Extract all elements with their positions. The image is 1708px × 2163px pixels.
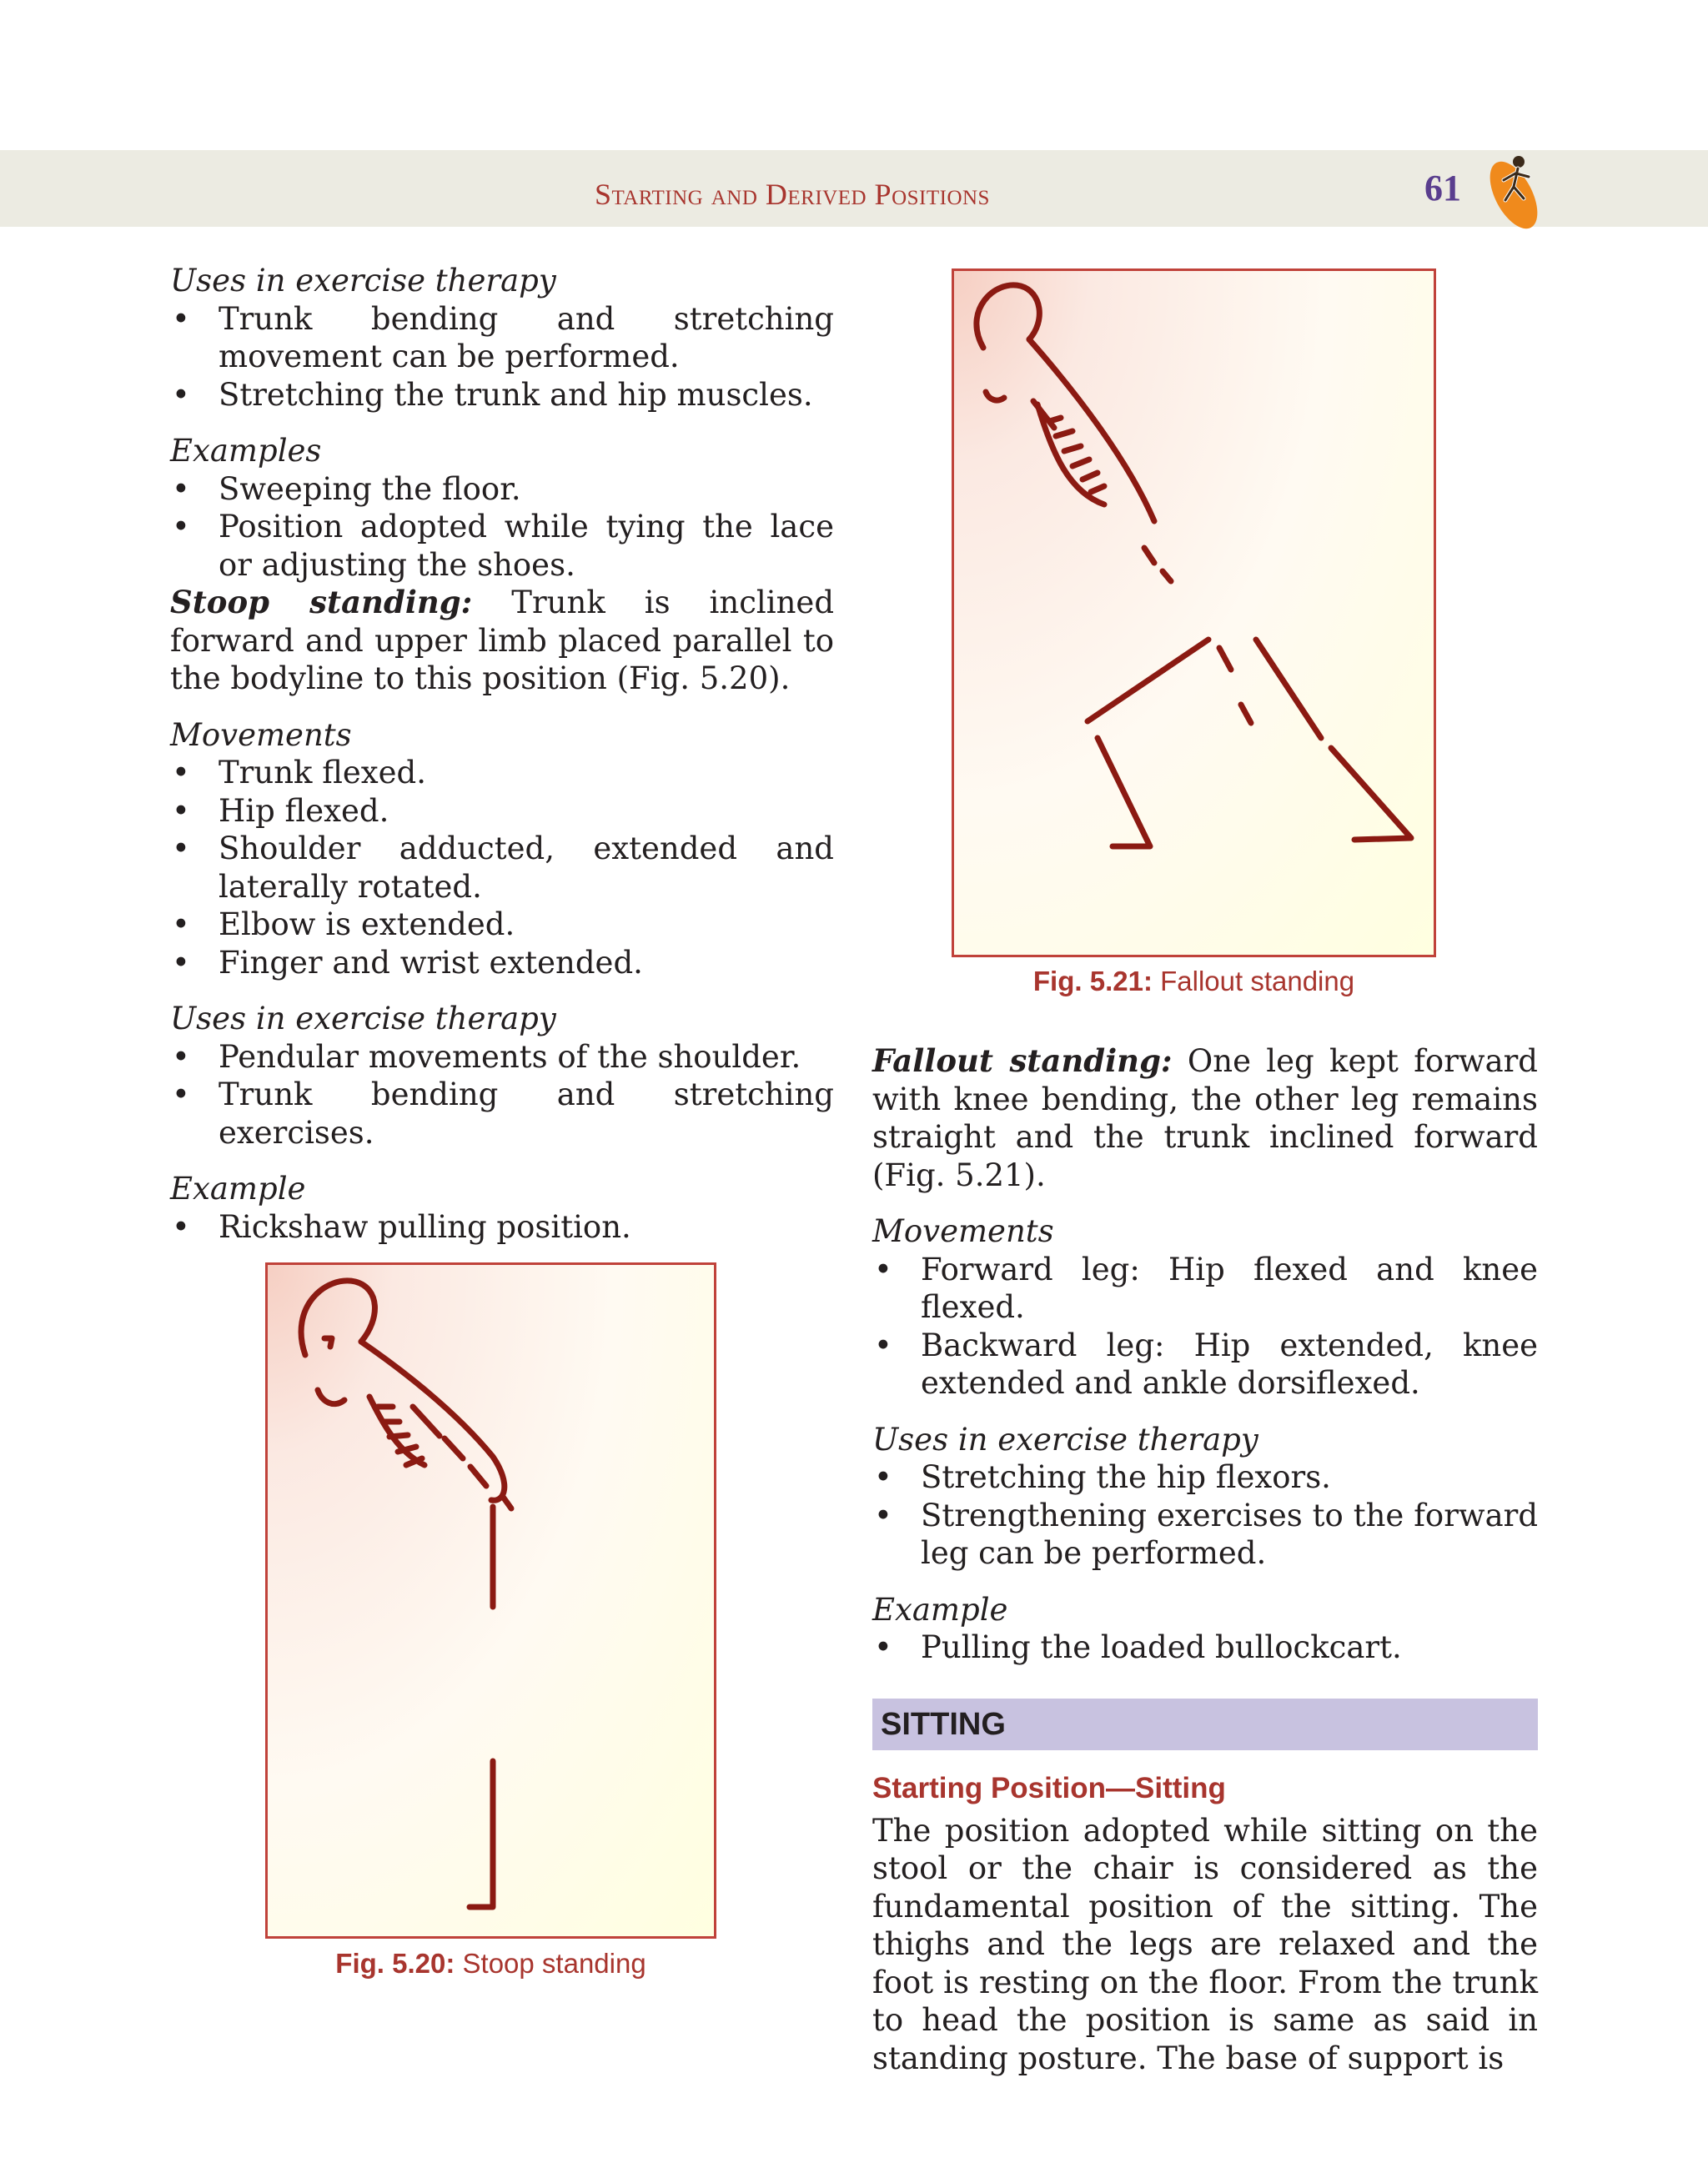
list-item: • Trunk bending and stretching movement can be performed. <box>170 300 834 376</box>
stoop-standing-paragraph <box>170 584 834 698</box>
movements-heading: Movements <box>170 716 352 753</box>
fallout-standing-text: One leg kept forward with knee bending, the other leg remains straight and the trunk inclined forward (Fig. 5.21). <box>872 1043 1538 1193</box>
list-item: • Hip flexed. <box>170 792 834 831</box>
runner-logo-icon <box>1480 148 1544 232</box>
figure-caption-text: Fallout standing <box>1160 966 1355 996</box>
list-item: • Stretching the hip flexors. <box>872 1458 1538 1497</box>
list-item: • Stretching the trunk and hip muscles. <box>170 376 834 414</box>
list-item: • Sweeping the floor. <box>170 470 834 509</box>
subsection-heading: Starting Position—Sitting <box>872 1771 1226 1804</box>
stoop-standing-illustration <box>268 1265 714 1936</box>
fallout-standing-term: Fallout standing: <box>872 1042 1173 1079</box>
uses-list <box>170 1038 834 1152</box>
list-item: • Backward leg: Hip extended, knee extended and ankle dorsiflexed. <box>872 1327 1538 1403</box>
figure-fallout-standing <box>952 268 1436 957</box>
example-list <box>170 1208 834 1247</box>
figure-label: Fig. 5.21: <box>1032 966 1153 996</box>
stoop-standing-text: Trunk is inclined forward and upper limb placed parallel to the bodyline to this position (Fig. 5.20). <box>170 585 835 696</box>
list-item: • Pulling the loaded bullockcart. <box>872 1629 1538 1667</box>
list-item: • Finger and wrist extended. <box>170 944 834 982</box>
fallout-standing-illustration <box>954 271 1434 955</box>
list-item: • Forward leg: Hip flexed and knee flexed. <box>872 1251 1538 1327</box>
uses-list <box>170 300 834 414</box>
figure-caption <box>265 1948 716 1980</box>
figure-caption <box>952 966 1436 997</box>
example-heading: Example <box>872 1591 1008 1628</box>
list-item: • Position adopted while tying the lace or adjusting the shoes. <box>170 508 834 584</box>
list-item: • Pendular movements of the shoulder. <box>170 1038 834 1076</box>
movements-list <box>872 1251 1538 1403</box>
list-item: • Elbow is extended. <box>170 906 834 944</box>
list-item: • Rickshaw pulling position. <box>170 1208 834 1247</box>
section-heading-sitting: SITTING <box>872 1699 1538 1750</box>
examples-list <box>170 470 834 585</box>
list-item: • Trunk bending and stretching exercises. <box>170 1076 834 1152</box>
movements-list <box>170 754 834 981</box>
uses-heading: Uses in exercise therapy <box>170 1001 556 1036</box>
uses-heading: Uses in exercise therapy <box>872 1421 1258 1458</box>
examples-heading: Examples <box>170 433 322 469</box>
stoop-standing-term: Stoop standing: <box>170 584 473 620</box>
page-number: 61 <box>1424 168 1461 208</box>
list-item: • Strengthening exercises to the forward leg can be performed. <box>872 1497 1538 1573</box>
example-list <box>872 1629 1538 1667</box>
running-head: Starting and Derived Positions <box>595 178 990 211</box>
uses-heading: Uses in exercise therapy <box>170 263 556 299</box>
right-column <box>872 1042 1538 2077</box>
list-item: • Shoulder adducted, extended and laterally rotated. <box>170 830 834 906</box>
sitting-paragraph: The position adopted while sitting on the stool or the chair is considered as the fundamental position of the sitting. The thighs and the legs are relaxed and the foot is resting on the floor. From the trunk to head the position is same as said in standing posture. The base of support is <box>872 1812 1538 2076</box>
uses-list <box>872 1458 1538 1573</box>
fallout-standing-paragraph <box>872 1042 1538 1194</box>
figure-stoop-standing <box>265 1262 716 1939</box>
left-column <box>170 262 834 1246</box>
figure-caption-text: Stoop standing <box>462 1948 646 1979</box>
example-heading: Example <box>170 1171 306 1207</box>
list-item: • Trunk flexed. <box>170 754 834 792</box>
movements-heading: Movements <box>872 1213 1054 1249</box>
figure-label: Fig. 5.20: <box>335 1948 455 1979</box>
